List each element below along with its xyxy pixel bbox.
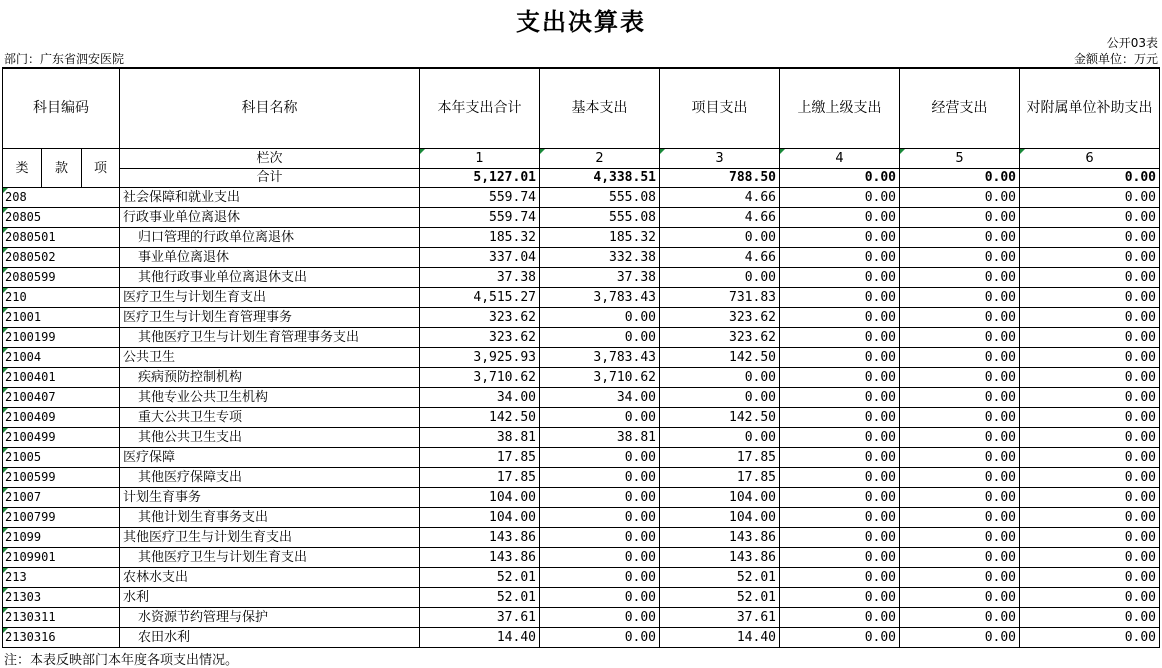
row-name: 其他医疗卫生与计划生育管理事务支出: [120, 328, 420, 348]
row-name: 医疗卫生与计划生育支出: [120, 288, 420, 308]
total-label: 合计: [120, 168, 420, 188]
row-basic: 3,710.62: [540, 368, 660, 388]
row-total: 52.01: [420, 568, 540, 588]
row-code: 210: [3, 288, 120, 308]
row-code: 21005: [3, 448, 120, 468]
header-total: 本年支出合计: [420, 68, 540, 149]
row-code: 21007: [3, 488, 120, 508]
row-total: 17.85: [420, 448, 540, 468]
header-xiang: 项: [82, 149, 120, 188]
row-operating: 0.00: [900, 248, 1020, 268]
row-project: 52.01: [660, 588, 780, 608]
total-cell-project: 788.50: [660, 168, 780, 188]
table-row: [3, 328, 1160, 348]
row-basic: 0.00: [540, 568, 660, 588]
row-project: 17.85: [660, 448, 780, 468]
row-project: 0.00: [660, 268, 780, 288]
row-project: 14.40: [660, 628, 780, 648]
row-total: 3,925.93: [420, 348, 540, 368]
row-name: 计划生育事务: [120, 488, 420, 508]
row-subsidy: 0.00: [1020, 508, 1160, 528]
table-row: [3, 388, 1160, 408]
header-subject-code: 科目编码: [3, 68, 120, 149]
row-total: 104.00: [420, 488, 540, 508]
row-basic: 3,783.43: [540, 348, 660, 368]
row-operating: 0.00: [900, 588, 1020, 608]
row-code: 2100401: [3, 368, 120, 388]
row-operating: 0.00: [900, 628, 1020, 648]
row-subsidy: 0.00: [1020, 548, 1160, 568]
row-name: 归口管理的行政单位离退休: [120, 228, 420, 248]
total-cell-subsidy: 0.00: [1020, 168, 1160, 188]
column-number-5: 5: [900, 149, 1020, 169]
row-subsidy: 0.00: [1020, 208, 1160, 228]
row-upper: 0.00: [780, 448, 900, 468]
row-upper: 0.00: [780, 348, 900, 368]
row-project: 731.83: [660, 288, 780, 308]
row-code: 2080501: [3, 228, 120, 248]
row-basic: 0.00: [540, 468, 660, 488]
table-row: [3, 428, 1160, 448]
row-total: 37.38: [420, 268, 540, 288]
row-basic: 0.00: [540, 488, 660, 508]
row-code: 2080502: [3, 248, 120, 268]
row-project: 0.00: [660, 428, 780, 448]
row-basic: 0.00: [540, 608, 660, 628]
header-upper: 上缴上级支出: [780, 68, 900, 149]
row-subsidy: 0.00: [1020, 288, 1160, 308]
column-number-4: 4: [780, 149, 900, 169]
row-project: 52.01: [660, 568, 780, 588]
row-subsidy: 0.00: [1020, 588, 1160, 608]
row-operating: 0.00: [900, 408, 1020, 428]
row-upper: 0.00: [780, 528, 900, 548]
row-code: 2080599: [3, 268, 120, 288]
table-row: [3, 228, 1160, 248]
row-total: 142.50: [420, 408, 540, 428]
row-upper: 0.00: [780, 468, 900, 488]
row-subsidy: 0.00: [1020, 268, 1160, 288]
row-code: 2130316: [3, 628, 120, 648]
table-row: [3, 448, 1160, 468]
row-total: 38.81: [420, 428, 540, 448]
row-total: 143.86: [420, 548, 540, 568]
total-cell-total: 5,127.01: [420, 168, 540, 188]
department-label: 部门：广东省泗安医院: [4, 52, 125, 66]
table-row: [3, 348, 1160, 368]
row-upper: 0.00: [780, 408, 900, 428]
row-basic: 332.38: [540, 248, 660, 268]
row-operating: 0.00: [900, 428, 1020, 448]
row-operating: 0.00: [900, 348, 1020, 368]
row-subsidy: 0.00: [1020, 608, 1160, 628]
row-name: 行政事业单位离退休: [120, 208, 420, 228]
row-operating: 0.00: [900, 488, 1020, 508]
row-upper: 0.00: [780, 428, 900, 448]
table-row: [3, 468, 1160, 488]
table-row: [3, 308, 1160, 328]
row-code: 208: [3, 188, 120, 208]
total-cell-basic: 4,338.51: [540, 168, 660, 188]
row-operating: 0.00: [900, 208, 1020, 228]
row-subsidy: 0.00: [1020, 368, 1160, 388]
row-name: 其他医疗保障支出: [120, 468, 420, 488]
table-row: [3, 408, 1160, 428]
table-row: [3, 208, 1160, 228]
row-project: 104.00: [660, 488, 780, 508]
row-basic: 555.08: [540, 188, 660, 208]
row-name: 其他行政事业单位离退休支出: [120, 268, 420, 288]
row-code: 2100599: [3, 468, 120, 488]
table-row: [3, 608, 1160, 628]
header-subject-name: 科目名称: [120, 68, 420, 149]
row-name: 事业单位离退休: [120, 248, 420, 268]
row-name: 其他计划生育事务支出: [120, 508, 420, 528]
row-project: 323.62: [660, 308, 780, 328]
page-title: 支出决算表: [516, 8, 646, 36]
row-total: 323.62: [420, 308, 540, 328]
row-operating: 0.00: [900, 188, 1020, 208]
row-subsidy: 0.00: [1020, 248, 1160, 268]
row-basic: 0.00: [540, 448, 660, 468]
row-subsidy: 0.00: [1020, 528, 1160, 548]
row-basic: 34.00: [540, 388, 660, 408]
row-upper: 0.00: [780, 368, 900, 388]
row-subsidy: 0.00: [1020, 308, 1160, 328]
row-code: 2100499: [3, 428, 120, 448]
row-upper: 0.00: [780, 308, 900, 328]
row-total: 37.61: [420, 608, 540, 628]
row-basic: 555.08: [540, 208, 660, 228]
row-subsidy: 0.00: [1020, 388, 1160, 408]
row-basic: 0.00: [540, 628, 660, 648]
table-note: 注：本表反映部门本年度各项支出情况。: [4, 653, 239, 668]
row-project: 142.50: [660, 348, 780, 368]
row-operating: 0.00: [900, 328, 1020, 348]
row-project: 0.00: [660, 368, 780, 388]
row-total: 143.86: [420, 528, 540, 548]
row-operating: 0.00: [900, 388, 1020, 408]
row-basic: 0.00: [540, 408, 660, 428]
row-operating: 0.00: [900, 288, 1020, 308]
header-row: [3, 68, 1160, 149]
row-basic: 0.00: [540, 528, 660, 548]
row-name: 疾病预防控制机构: [120, 368, 420, 388]
row-name: 农林水支出: [120, 568, 420, 588]
row-name: 农田水利: [120, 628, 420, 648]
row-total: 559.74: [420, 188, 540, 208]
row-code: 21001: [3, 308, 120, 328]
table-row: [3, 268, 1160, 288]
header-basic: 基本支出: [540, 68, 660, 149]
row-name: 水资源节约管理与保护: [120, 608, 420, 628]
row-code: 21099: [3, 528, 120, 548]
row-operating: 0.00: [900, 468, 1020, 488]
row-basic: 0.00: [540, 308, 660, 328]
row-project: 4.66: [660, 248, 780, 268]
row-total: 4,515.27: [420, 288, 540, 308]
row-basic: 37.38: [540, 268, 660, 288]
row-upper: 0.00: [780, 568, 900, 588]
table-row: [3, 588, 1160, 608]
total-cell-operating: 0.00: [900, 168, 1020, 188]
row-project: 17.85: [660, 468, 780, 488]
row-code: 2100409: [3, 408, 120, 428]
row-code: 21004: [3, 348, 120, 368]
row-code: 2109901: [3, 548, 120, 568]
row-code: 2100199: [3, 328, 120, 348]
row-basic: 0.00: [540, 588, 660, 608]
row-subsidy: 0.00: [1020, 428, 1160, 448]
row-name: 医疗保障: [120, 448, 420, 468]
row-code: 2100799: [3, 508, 120, 528]
row-operating: 0.00: [900, 608, 1020, 628]
row-upper: 0.00: [780, 328, 900, 348]
row-project: 104.00: [660, 508, 780, 528]
header-lanci: 栏次: [120, 149, 420, 169]
row-subsidy: 0.00: [1020, 448, 1160, 468]
row-project: 0.00: [660, 228, 780, 248]
row-operating: 0.00: [900, 228, 1020, 248]
table-row: [3, 628, 1160, 648]
row-name: 重大公共卫生专项: [120, 408, 420, 428]
column-number-6: 6: [1020, 149, 1160, 169]
row-code: 2130311: [3, 608, 120, 628]
total-cell-upper: 0.00: [780, 168, 900, 188]
row-upper: 0.00: [780, 548, 900, 568]
row-subsidy: 0.00: [1020, 408, 1160, 428]
row-upper: 0.00: [780, 268, 900, 288]
row-operating: 0.00: [900, 448, 1020, 468]
unit-label: 金额单位：万元: [1073, 52, 1158, 66]
column-number-1: 1: [420, 149, 540, 169]
row-name: 社会保障和就业支出: [120, 188, 420, 208]
row-project: 4.66: [660, 188, 780, 208]
form-number: 公开03表: [1106, 36, 1158, 50]
row-total: 104.00: [420, 508, 540, 528]
row-name: 水利: [120, 588, 420, 608]
row-upper: 0.00: [780, 508, 900, 528]
row-operating: 0.00: [900, 268, 1020, 288]
row-total: 559.74: [420, 208, 540, 228]
row-operating: 0.00: [900, 308, 1020, 328]
row-project: 323.62: [660, 328, 780, 348]
row-total: 34.00: [420, 388, 540, 408]
row-upper: 0.00: [780, 588, 900, 608]
row-code: 213: [3, 568, 120, 588]
row-upper: 0.00: [780, 488, 900, 508]
row-name: 其他公共卫生支出: [120, 428, 420, 448]
header-operating: 经营支出: [900, 68, 1020, 149]
row-upper: 0.00: [780, 288, 900, 308]
row-name: 其他专业公共卫生机构: [120, 388, 420, 408]
row-total: 323.62: [420, 328, 540, 348]
row-basic: 0.00: [540, 328, 660, 348]
table-row: [3, 488, 1160, 508]
row-project: 142.50: [660, 408, 780, 428]
row-total: 17.85: [420, 468, 540, 488]
column-number-3: 3: [660, 149, 780, 169]
row-total: 185.32: [420, 228, 540, 248]
table-row: [3, 188, 1160, 208]
row-code: 2100407: [3, 388, 120, 408]
expenditure-table: [2, 67, 1160, 648]
header-lei: 类: [3, 149, 42, 188]
row-subsidy: 0.00: [1020, 628, 1160, 648]
row-operating: 0.00: [900, 368, 1020, 388]
row-operating: 0.00: [900, 528, 1020, 548]
row-name: 医疗卫生与计划生育管理事务: [120, 308, 420, 328]
row-total: 337.04: [420, 248, 540, 268]
row-subsidy: 0.00: [1020, 348, 1160, 368]
row-name: 其他医疗卫生与计划生育支出: [120, 548, 420, 568]
row-project: 4.66: [660, 208, 780, 228]
row-subsidy: 0.00: [1020, 228, 1160, 248]
total-row: [3, 168, 1160, 188]
row-basic: 3,783.43: [540, 288, 660, 308]
row-subsidy: 0.00: [1020, 188, 1160, 208]
table-row: [3, 508, 1160, 528]
header-kuan: 款: [42, 149, 82, 188]
column-number-row: [3, 149, 1160, 169]
row-code: 21303: [3, 588, 120, 608]
row-upper: 0.00: [780, 228, 900, 248]
row-total: 14.40: [420, 628, 540, 648]
row-upper: 0.00: [780, 248, 900, 268]
row-upper: 0.00: [780, 628, 900, 648]
row-subsidy: 0.00: [1020, 468, 1160, 488]
row-operating: 0.00: [900, 548, 1020, 568]
row-upper: 0.00: [780, 208, 900, 228]
row-total: 52.01: [420, 588, 540, 608]
row-basic: 185.32: [540, 228, 660, 248]
row-upper: 0.00: [780, 608, 900, 628]
row-basic: 0.00: [540, 548, 660, 568]
table-row: [3, 368, 1160, 388]
table-row: [3, 528, 1160, 548]
row-project: 37.61: [660, 608, 780, 628]
row-project: 143.86: [660, 528, 780, 548]
row-upper: 0.00: [780, 388, 900, 408]
row-project: 0.00: [660, 388, 780, 408]
table-row: [3, 288, 1160, 308]
row-subsidy: 0.00: [1020, 568, 1160, 588]
row-project: 143.86: [660, 548, 780, 568]
row-subsidy: 0.00: [1020, 488, 1160, 508]
row-code: 20805: [3, 208, 120, 228]
row-subsidy: 0.00: [1020, 328, 1160, 348]
row-upper: 0.00: [780, 188, 900, 208]
header-project: 项目支出: [660, 68, 780, 149]
row-name: 其他医疗卫生与计划生育支出: [120, 528, 420, 548]
row-operating: 0.00: [900, 508, 1020, 528]
header-subsidy: 对附属单位补助支出: [1020, 68, 1160, 149]
row-basic: 0.00: [540, 508, 660, 528]
row-basic: 38.81: [540, 428, 660, 448]
row-total: 3,710.62: [420, 368, 540, 388]
table-row: [3, 568, 1160, 588]
table-row: [3, 248, 1160, 268]
row-operating: 0.00: [900, 568, 1020, 588]
table-row: [3, 548, 1160, 568]
row-name: 公共卫生: [120, 348, 420, 368]
column-number-2: 2: [540, 149, 660, 169]
